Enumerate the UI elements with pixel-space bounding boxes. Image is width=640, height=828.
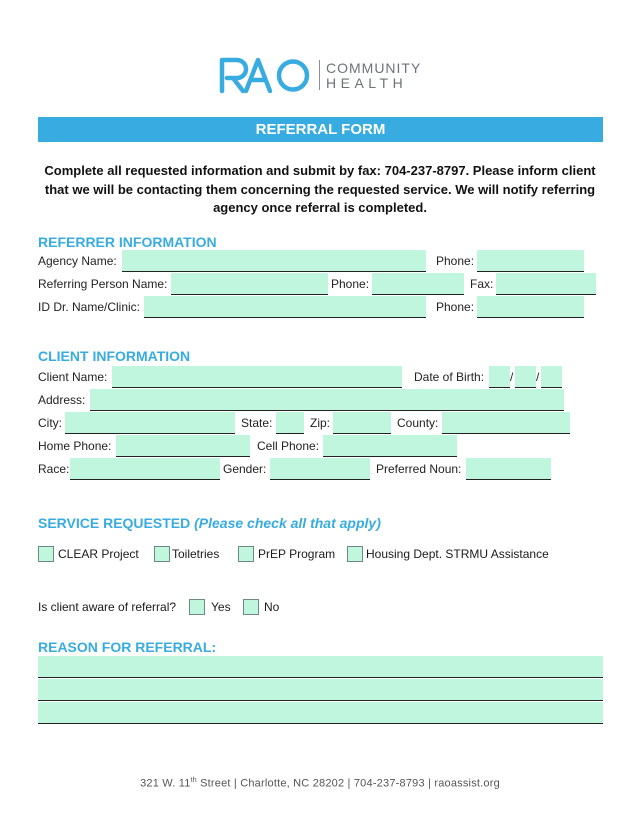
id-dr-phone-label: Phone: xyxy=(436,300,475,314)
footer-post: Street | Charlotte, NC 28202 | 704-237-8793 | raoassist.org xyxy=(196,777,500,790)
logo-text xyxy=(326,61,421,90)
city-row xyxy=(38,412,604,435)
client-section-title: CLIENT INFORMATION xyxy=(38,348,191,364)
referring-person-field[interactable] xyxy=(171,273,328,295)
county-label: County: xyxy=(397,416,439,430)
aware-no-checkbox[interactable] xyxy=(243,599,259,615)
housing-strmu-label: Housing Dept. STRMU Assistance xyxy=(366,547,549,561)
rao-logo-mark-icon xyxy=(219,55,315,95)
agency-phone-label: Phone: xyxy=(436,254,475,268)
prep-program-label: PrEP Program xyxy=(258,547,336,561)
aware-yes-checkbox[interactable] xyxy=(189,599,205,615)
logo-divider xyxy=(319,60,320,90)
form-title-banner: REFERRAL FORM xyxy=(38,117,603,142)
id-dr-row xyxy=(38,296,604,319)
client-name-label: Client Name: xyxy=(38,370,108,384)
client-name-field[interactable] xyxy=(112,366,402,388)
state-field[interactable] xyxy=(276,412,304,434)
address-label: Address: xyxy=(38,393,86,407)
race-field[interactable] xyxy=(70,458,220,480)
home-phone-field[interactable] xyxy=(116,435,250,457)
zip-label: Zip: xyxy=(310,416,331,430)
agency-row xyxy=(38,250,604,273)
fax-label: Fax: xyxy=(470,277,494,291)
footer-sup: th xyxy=(190,777,197,784)
prep-program-checkbox[interactable] xyxy=(238,546,254,562)
id-dr-field[interactable] xyxy=(144,296,426,318)
address-row xyxy=(38,389,604,412)
referring-person-label: Referring Person Name: xyxy=(38,277,168,291)
clear-project-label: CLEAR Project xyxy=(58,547,139,561)
city-label: City: xyxy=(38,416,62,430)
fax-field[interactable] xyxy=(496,273,596,295)
race-row xyxy=(38,458,604,481)
logo-line2: HEALTH xyxy=(326,74,408,91)
dob-slash-1: / xyxy=(510,370,514,384)
race-label: Race: xyxy=(38,462,70,476)
home-phone-label: Home Phone: xyxy=(38,439,112,453)
id-dr-phone-field[interactable] xyxy=(477,296,584,318)
aware-row xyxy=(38,598,438,618)
housing-strmu-checkbox[interactable] xyxy=(347,546,363,562)
aware-yes-label: Yes xyxy=(211,600,231,614)
clear-project-checkbox[interactable] xyxy=(38,546,54,562)
toiletries-label: Toiletries xyxy=(172,547,220,561)
preferred-noun-field[interactable] xyxy=(466,458,551,480)
referrer-section-title: REFERRER INFORMATION xyxy=(38,234,217,250)
agency-name-label: Agency Name: xyxy=(38,254,117,268)
toiletries-checkbox[interactable] xyxy=(154,546,170,562)
cell-phone-label: Cell Phone: xyxy=(257,439,320,453)
footer-address xyxy=(0,777,640,790)
aware-no-label: No xyxy=(264,600,280,614)
address-field[interactable] xyxy=(90,389,564,411)
dob-year-field[interactable] xyxy=(541,366,562,388)
service-title: SERVICE REQUESTED xyxy=(38,515,191,531)
city-field[interactable] xyxy=(65,412,235,434)
phones-row xyxy=(38,435,604,458)
logo-line1: COMMUNITY xyxy=(326,59,422,76)
dob-label: Date of Birth: xyxy=(414,370,485,384)
gender-label: Gender: xyxy=(223,462,267,476)
zip-field[interactable] xyxy=(333,412,391,434)
agency-name-field[interactable] xyxy=(122,250,426,272)
intro-text: Complete all requested information and submit by fax: 704-237-8797. Please inform client that we will be contacting them concerning the requested service. We will notify referring agency once referral is completed. xyxy=(44,163,596,215)
service-section-title xyxy=(38,515,381,531)
referring-person-phone-field[interactable] xyxy=(372,273,464,295)
reason-section-title: REASON FOR REFERRAL: xyxy=(38,639,217,655)
dob-day-field[interactable] xyxy=(515,366,536,388)
agency-phone-field[interactable] xyxy=(477,250,584,272)
referring-person-row xyxy=(38,273,604,296)
aware-question: Is client aware of referral? xyxy=(38,600,177,614)
cell-phone-field[interactable] xyxy=(323,435,457,457)
client-name-row xyxy=(38,366,604,389)
referring-person-phone-label: Phone: xyxy=(331,277,370,291)
service-subtitle: (Please check all that apply) xyxy=(194,515,381,531)
reason-line-1[interactable] xyxy=(38,656,603,678)
reason-line-2[interactable] xyxy=(38,679,603,701)
id-dr-label: ID Dr. Name/Clinic: xyxy=(38,300,141,314)
gender-field[interactable] xyxy=(270,458,370,480)
dob-slash-2: / xyxy=(536,370,540,384)
rao-logo xyxy=(219,55,421,95)
reason-line-3[interactable] xyxy=(38,702,603,724)
county-field[interactable] xyxy=(442,412,570,434)
dob-month-field[interactable] xyxy=(489,366,510,388)
preferred-noun-label: Preferred Noun: xyxy=(376,462,462,476)
service-options xyxy=(38,545,604,565)
footer-pre: 321 W. 11 xyxy=(140,777,191,790)
state-label: State: xyxy=(241,416,273,430)
